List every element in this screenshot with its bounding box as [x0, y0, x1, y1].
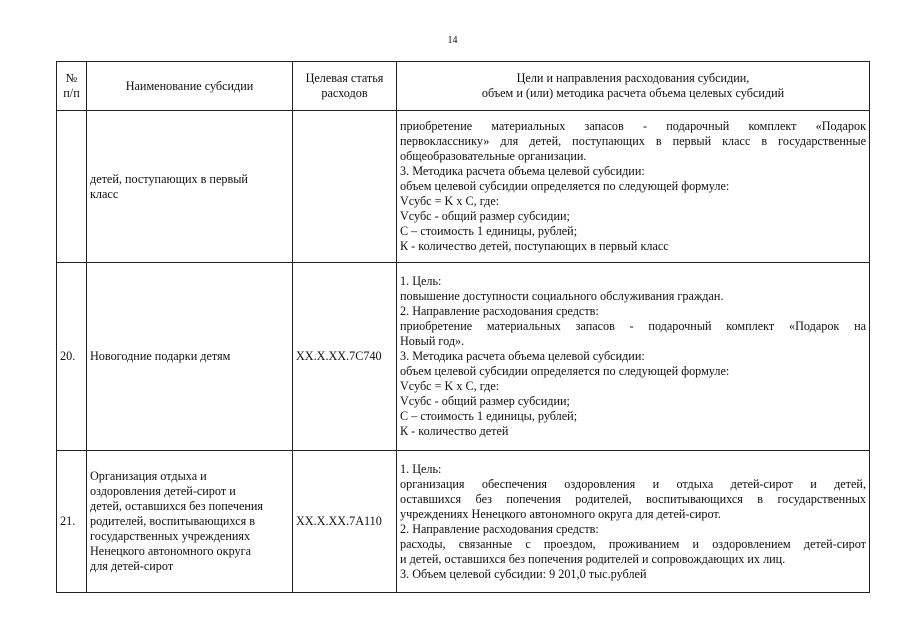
- row-name: детей, поступающих в первый класс: [87, 111, 293, 263]
- row-code: XX.X.XX.7C740: [293, 263, 397, 451]
- table-row: [57, 263, 870, 451]
- row-num: [57, 111, 87, 263]
- row-name: Новогодние подарки детям: [87, 263, 293, 451]
- subsidy-table: [56, 61, 870, 593]
- row-desc: 1. Цель: повышение доступности социального обслуживания граждан. 2. Направление расходования средств: приобретение материальных запасов - подарочный комплект «Подарок на Новый год». 3. Методика расчета объема целевой субсидии: объем целевой субсидии определяется по следующей формуле: Vсубс = K x C, где: Vсубс - общий размер субсидии; C – стоимость 1 единицы, рублей; К - количество детей: [397, 263, 870, 451]
- row-num: 21.: [57, 451, 87, 593]
- row-desc: 1. Цель: организация обеспечения оздоровления и отдыха детей-сирот и детей, оставшихся без попечения родителей, воспитывающихся в государственных учреждениях Ненецкого автономного округа для детей-сирот. 2. Направление расходования средств: расходы, связанные с проездом, проживанием и оздоровлением детей-сирот и детей, оставшихся без попечения родителей и сопровождающих их лиц. 3. Объем целевой субсидии: 9 201,0 тыс.рублей: [397, 451, 870, 593]
- table-row: [57, 451, 870, 593]
- table-header-row: [57, 62, 870, 111]
- header-name: Наименование субсидии: [87, 62, 293, 111]
- row-name: Организация отдыха и оздоровления детей-сирот и детей, оставшихся без попечения родителей, воспитывающихся в государственных учреждениях Ненецкого автономного округа для детей-сирот: [87, 451, 293, 593]
- header-num: № п/п: [57, 62, 87, 111]
- row-desc: приобретение материальных запасов - подарочный комплект «Подарок первокласснику» для детей, поступающих в первый класс в государственные общеобразовательные организации. 3. Методика расчета объема целевой субсидии: объем целевой субсидии определяется по следующей формуле: Vсубс = K x C, где: Vсубс - общий размер субсидии; C – стоимость 1 единицы, рублей; К - количество детей, поступающих в первый класс: [397, 111, 870, 263]
- header-code: Целевая статья расходов: [293, 62, 397, 111]
- header-desc: Цели и направления расходования субсидии, объем и (или) методика расчета объема целевых субсидий: [397, 62, 870, 111]
- table-row: [57, 111, 870, 263]
- page-number: 14: [447, 35, 458, 46]
- row-code: [293, 111, 397, 263]
- row-code: XX.X.XX.7A110: [293, 451, 397, 593]
- row-num: 20.: [57, 263, 87, 451]
